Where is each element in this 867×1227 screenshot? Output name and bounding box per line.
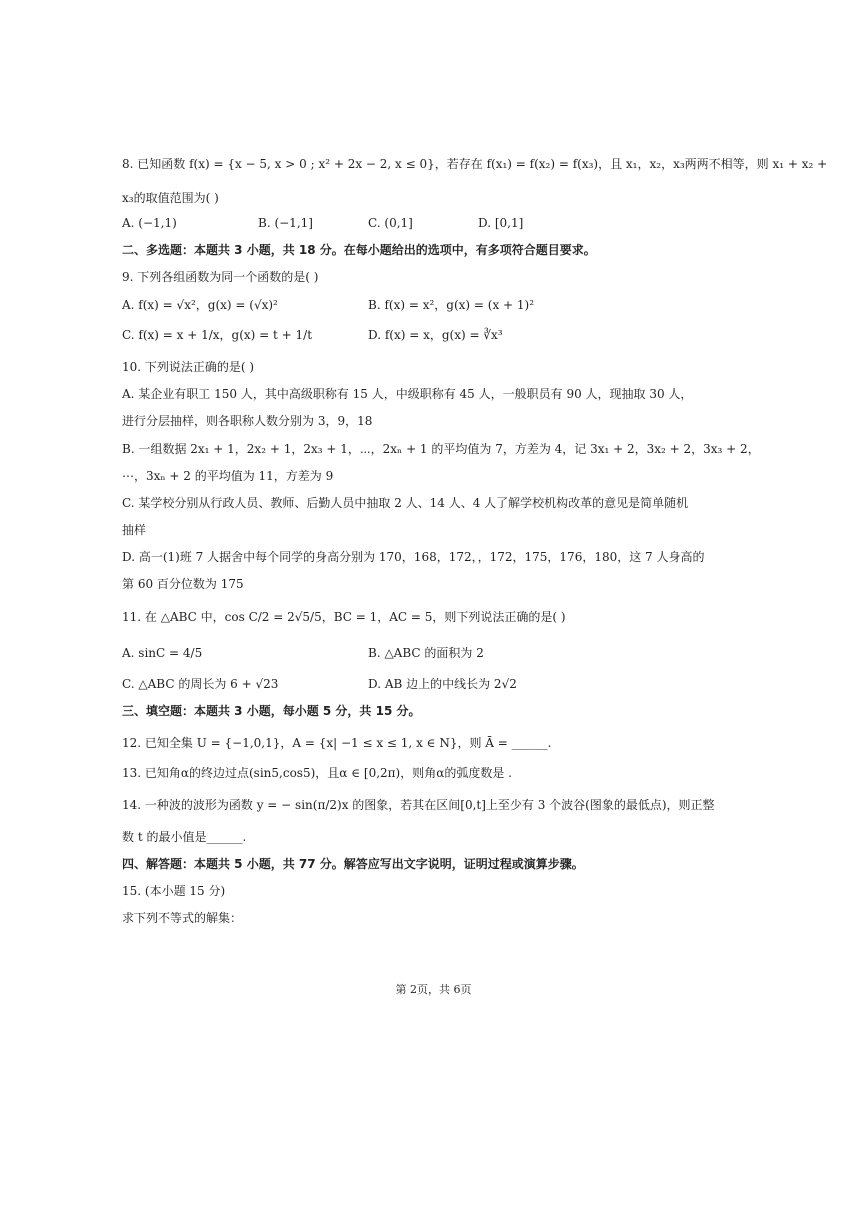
- q9-option-b: B. f(x) = x²，g(x) = (x + 1)²: [368, 298, 535, 312]
- q14-line1: 14. 一种波的波形为函数 y = − sin(π/2)x 的图象，若其在区间[0,t]上至少有 3 个波谷(图象的最低点)，则正整: [122, 798, 715, 812]
- q15-stem: 求下列不等式的解集：: [122, 911, 243, 925]
- section-2-heading: 二、多选题：本题共 3 小题，共 18 分。在每小题给出的选项中，有多项符合题目要求。: [122, 243, 596, 257]
- q8-option-b: B. (−1,1]: [258, 216, 313, 230]
- section-4-heading: 四、解答题：本题共 5 小题，共 77 分。解答应写出文字说明，证明过程或演算步骤。: [122, 857, 584, 871]
- q8-line2: x₃的取值范围为( ): [122, 191, 219, 205]
- q11-option-d: D. AB 边上的中线长为 2√2: [368, 677, 517, 691]
- q8-option-a: A. (−1,1): [122, 216, 177, 230]
- page-footer: 第 2页，共 6页: [395, 983, 472, 996]
- q9-option-a: A. f(x) = √x²，g(x) = (√x)²: [122, 298, 278, 312]
- q10-option-b-line1: B. 一组数据 2x₁ + 1，2x₂ + 1，2x₃ + 1，⋯，2xₙ + 1 的平均值为 7，方差为 4，记 3x₁ + 2，3x₂ + 2，3x₃ + 2，: [122, 442, 760, 456]
- q15-title: 15. (本小题 15 分): [122, 884, 226, 898]
- q10-option-d-line2: 第 60 百分位数为 175: [122, 577, 244, 591]
- q8-option-c: C. (0,1]: [368, 216, 413, 230]
- q10-option-d-line1: D. 高一(1)班 7 人据舍中每个同学的身高分别为 170，168，172，，172，175，176，180，这 7 人身高的: [122, 550, 705, 564]
- q10-option-c-line1: C. 某学校分别从行政人员、教师、后勤人员中抽取 2 人、14 人、4 人了解学校机构改革的意见是简单随机: [122, 496, 689, 510]
- q8-line1: 8. 已知函数 f(x) = {x − 5, x > 0 ; x² + 2x − 2, x ≤ 0}，若存在 f(x₁) = f(x₂) = f(x₃)，且 x₁，x₂，x₃两两不相等，则 x₁ + x₂ +: [122, 157, 828, 171]
- q10-option-a-line1: A. 某企业有职工 150 人，其中高级职称有 15 人，中级职称有 45 人，一般职员有 90 人，现抽取 30 人，: [122, 387, 693, 401]
- q9-option-c: C. f(x) = x + 1/x，g(x) = t + 1/t: [122, 328, 313, 342]
- q11-option-b: B. △ABC 的面积为 2: [368, 646, 484, 660]
- q11-stem: 11. 在 △ABC 中，cos C/2 = 2√5/5，BC = 1，AC = 5，则下列说法正确的是( ): [122, 610, 566, 624]
- q10-option-b-line2: ⋯，3xₙ + 2 的平均值为 11，方差为 9: [122, 469, 334, 483]
- q11-option-c: C. △ABC 的周长为 6 + √23: [122, 677, 279, 691]
- q12-text: 12. 已知全集 U = {−1,0,1}，A = {x| −1 ≤ x ≤ 1, x ∈ N}，则 Ā = ______.: [122, 736, 552, 750]
- q10-stem: 10. 下列说法正确的是( ): [122, 360, 255, 374]
- q8-option-d: D. [0,1]: [478, 216, 524, 230]
- q9-stem: 9. 下列各组函数为同一个函数的是( ): [122, 270, 319, 284]
- section-3-heading: 三、填空题：本题共 3 小题，每小题 5 分，共 15 分。: [122, 704, 421, 718]
- q10-option-c-line2: 抽样: [122, 523, 147, 537]
- q14-line2: 数 t 的最小值是______.: [122, 830, 247, 844]
- q11-option-a: A. sinC = 4/5: [122, 646, 203, 660]
- q10-option-a-line2: 进行分层抽样，则各职称人数分别为 3，9，18: [122, 414, 373, 428]
- q13-text: 13. 已知角α的终边过点(sin5,cos5)，且α ∈ [0,2π)，则角α的弧度数是 .: [122, 766, 512, 780]
- q9-option-d: D. f(x) = x，g(x) = ∛x³: [368, 328, 503, 342]
